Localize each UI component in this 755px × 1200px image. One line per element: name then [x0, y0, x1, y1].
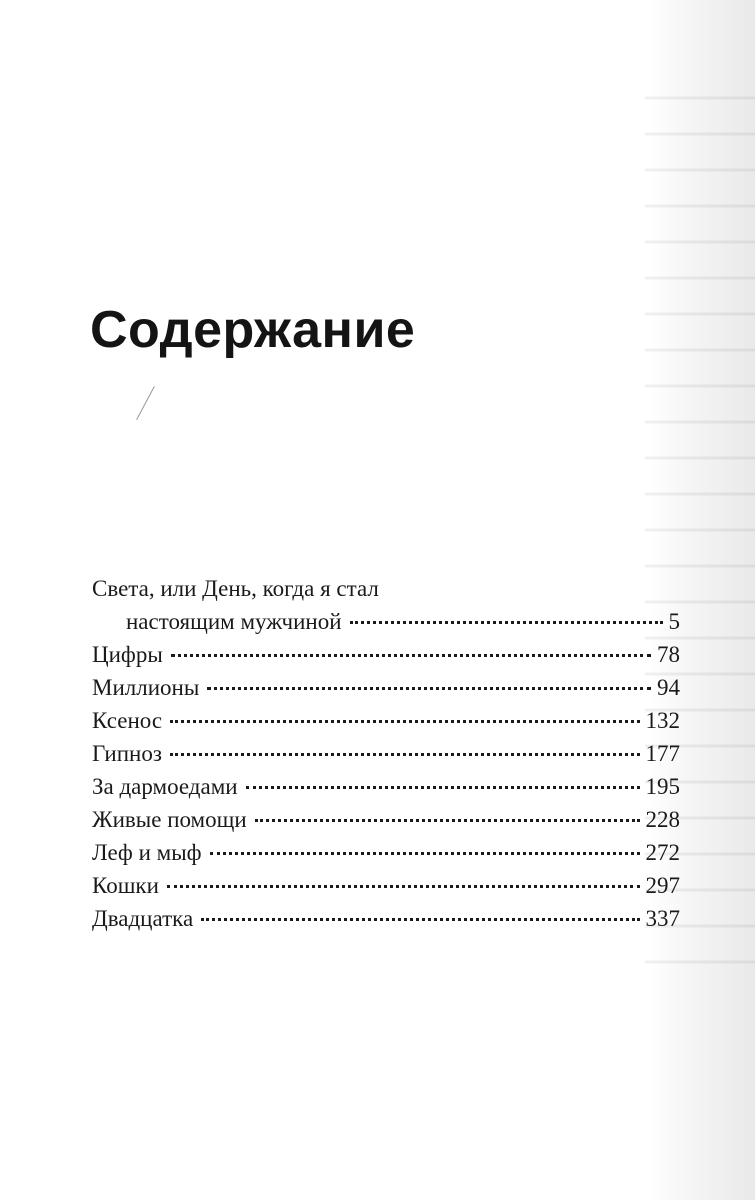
toc-entry[interactable]: [92, 902, 680, 935]
dot-leader: [350, 621, 663, 624]
toc-entry-title: Леф и мыф: [92, 840, 202, 865]
toc-page-number: 195: [645, 774, 680, 799]
toc-entry[interactable]: [92, 671, 680, 704]
dot-leader: [170, 720, 639, 723]
toc-page-number: 132: [645, 708, 680, 733]
toc-page-number: 78: [657, 642, 680, 667]
toc-entry[interactable]: [92, 770, 680, 803]
dot-leader: [207, 687, 651, 690]
toc-entry-title: За дармоедами: [92, 774, 238, 799]
toc-entry[interactable]: [92, 869, 680, 902]
toc-entry[interactable]: [92, 836, 680, 869]
dot-leader: [246, 786, 640, 789]
toc-page-number: 5: [668, 609, 680, 634]
dot-leader: [171, 654, 651, 657]
stray-pencil-mark: [136, 386, 155, 420]
toc-page-number: 337: [645, 906, 680, 931]
toc-entry-title: Двадцатка: [92, 906, 194, 931]
toc-entry-title: Гипноз: [92, 741, 162, 766]
page-title: Содержание: [90, 301, 416, 359]
toc-page-number: 177: [645, 741, 680, 766]
dot-leader: [170, 753, 640, 756]
toc-page-number: 94: [657, 675, 680, 700]
toc-entry-title: Ксенос: [92, 708, 163, 733]
toc-entry-line1: Света, или День, когда я стал: [92, 576, 379, 601]
toc-entry[interactable]: [92, 803, 680, 836]
dot-leader: [255, 819, 640, 822]
toc-page-number: 228: [645, 807, 680, 832]
dot-leader: [167, 885, 640, 888]
dot-leader: [210, 852, 640, 855]
table-of-contents: [92, 572, 680, 935]
toc-entry-title: Кошки: [92, 873, 159, 898]
toc-entry-title: Цифры: [92, 642, 163, 667]
toc-entry-title: настоящим мужчиной: [126, 609, 342, 634]
dot-leader: [201, 918, 639, 921]
toc-entry-title: Живые помощи: [92, 807, 247, 832]
toc-entry[interactable]: [92, 704, 680, 737]
toc-entry[interactable]: [92, 737, 680, 770]
toc-entry-title: Миллионы: [92, 675, 200, 700]
toc-entry[interactable]: [92, 638, 680, 671]
toc-page-number: 272: [645, 840, 680, 865]
toc-entry[interactable]: [92, 605, 680, 638]
toc-page-number: 297: [645, 873, 680, 898]
